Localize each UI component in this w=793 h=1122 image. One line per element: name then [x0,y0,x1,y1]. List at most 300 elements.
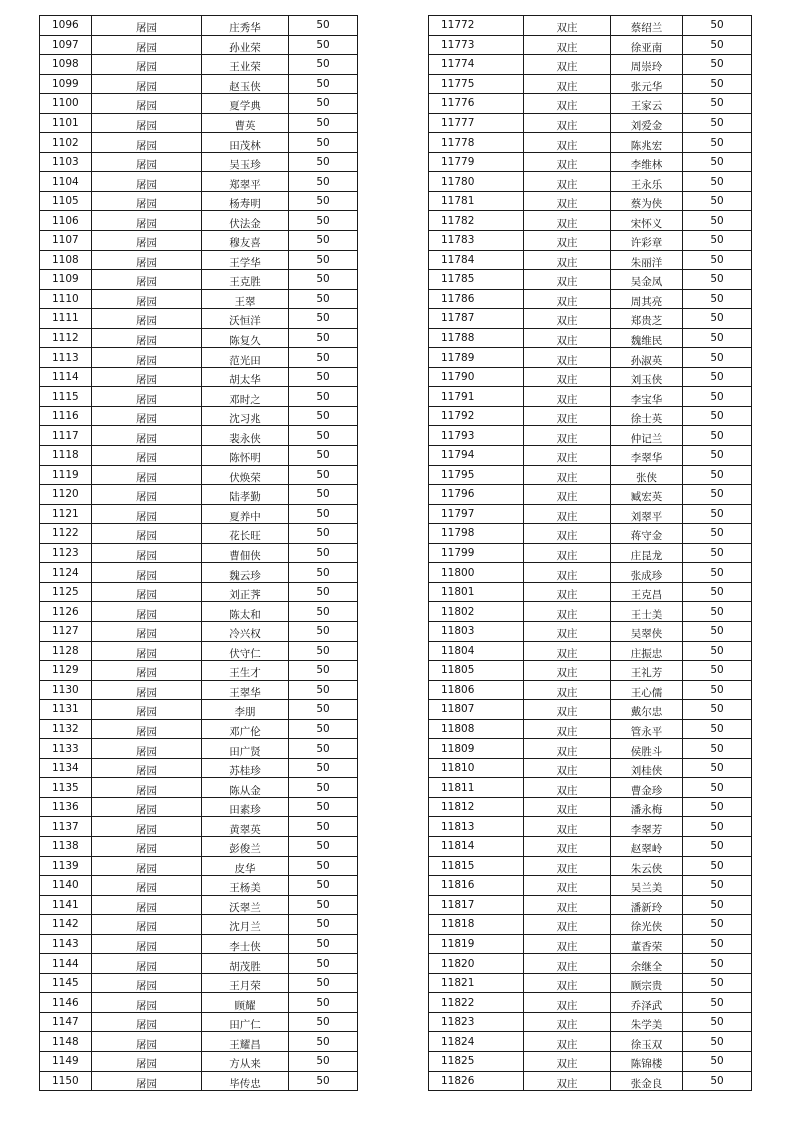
amount-cell: 50 [683,758,752,778]
name-text: 许彩章 [630,237,663,250]
village-text: 双庄 [556,315,578,328]
name-text: 王永乐 [630,178,663,191]
name-cell [202,387,289,407]
village-cell [92,289,202,309]
amount-cell: 50 [289,270,358,290]
name-text: 陈怀明 [229,452,261,465]
village-cell [524,797,611,817]
name-cell [202,915,289,935]
name-cell [611,895,683,915]
village-cell [92,524,202,544]
name-cell [611,387,683,407]
name-text: 蒋守金 [630,530,663,543]
row-id-cell: 11778 [429,133,524,153]
name-text: 沃恒洋 [229,315,261,328]
row-id-cell: 1129 [40,661,92,681]
row-id-cell: 11779 [429,152,524,172]
village-text: 屠园 [136,452,157,465]
table-row [429,680,752,700]
name-cell [611,934,683,954]
amount-cell: 50 [289,191,358,211]
village-cell [92,856,202,876]
village-text: 双庄 [556,510,578,523]
village-cell [524,133,611,153]
table-row [429,973,752,993]
row-id-cell: 1145 [40,973,92,993]
village-cell [524,211,611,231]
row-id-cell: 11822 [429,993,524,1013]
village-text: 双庄 [556,530,578,543]
amount-cell: 50 [289,680,358,700]
village-text: 双庄 [556,80,578,93]
village-cell [92,74,202,94]
table-row [429,406,752,426]
table-row [40,133,358,153]
village-cell [92,367,202,387]
name-cell [611,621,683,641]
name-text: 穆友喜 [229,237,261,250]
name-text: 徐亚南 [630,41,663,54]
table-row [429,113,752,133]
amount-cell: 50 [683,1051,752,1071]
village-text: 双庄 [556,882,578,895]
name-text: 管永平 [630,725,663,738]
name-text: 吴金凤 [630,276,663,289]
amount-cell: 50 [683,817,752,837]
table-row [40,1071,358,1091]
amount-cell: 50 [683,661,752,681]
amount-cell: 50 [683,328,752,348]
village-cell [524,758,611,778]
name-text: 张金良 [630,1077,663,1090]
table-row [429,797,752,817]
village-cell [524,485,611,505]
table-row [40,661,358,681]
name-cell [202,993,289,1013]
amount-cell: 50 [683,16,752,36]
row-id-cell: 11777 [429,113,524,133]
table-row [40,817,358,837]
row-id-cell: 1135 [40,778,92,798]
village-text: 双庄 [556,862,578,875]
name-cell [202,465,289,485]
village-cell [524,367,611,387]
amount-cell: 50 [683,35,752,55]
village-cell [524,465,611,485]
name-cell [202,719,289,739]
table-row [40,1012,358,1032]
name-cell [202,954,289,974]
name-cell [202,406,289,426]
table-row [40,406,358,426]
village-cell [524,35,611,55]
table-row [429,661,752,681]
row-id-cell: 1099 [40,74,92,94]
village-cell [92,719,202,739]
table-row [429,739,752,759]
village-text: 双庄 [556,940,578,953]
name-cell [202,895,289,915]
village-cell [92,485,202,505]
name-text: 王心儒 [630,686,663,699]
table-row [429,250,752,270]
village-cell [524,582,611,602]
name-text: 曹佃侠 [229,550,261,563]
row-id-cell: 11817 [429,895,524,915]
amount-cell: 50 [683,993,752,1013]
table-row [429,602,752,622]
table-row [40,289,358,309]
amount-cell: 50 [289,856,358,876]
table-row [40,446,358,466]
table-row [429,915,752,935]
row-id-cell: 1109 [40,270,92,290]
roster-table-left [39,15,358,1091]
row-id-cell: 11824 [429,1032,524,1052]
village-cell [524,778,611,798]
row-id-cell: 11815 [429,856,524,876]
name-cell [611,915,683,935]
row-id-cell: 11796 [429,485,524,505]
village-text: 屠园 [136,374,157,387]
table-row [429,1051,752,1071]
amount-cell: 50 [289,446,358,466]
table-row [40,641,358,661]
row-id-cell: 1107 [40,231,92,251]
table-row [429,778,752,798]
name-text: 曹英 [234,120,256,132]
name-text: 王业荣 [229,61,261,74]
name-text: 邓广伦 [229,725,261,738]
table-row [40,563,358,583]
table-row [40,152,358,172]
village-text: 屠园 [136,784,157,797]
name-cell [611,446,683,466]
village-cell [92,1032,202,1052]
name-text: 王翠华 [229,686,261,699]
name-text: 刘翠平 [630,510,663,523]
name-text: 杨寿明 [229,198,261,211]
row-id-cell: 11813 [429,817,524,837]
table-row [40,778,358,798]
name-text: 夏学典 [229,100,261,113]
table-row [429,700,752,720]
name-cell [611,661,683,681]
amount-cell: 50 [289,836,358,856]
name-cell [202,16,289,36]
table-row [40,211,358,231]
amount-cell: 50 [683,524,752,544]
village-cell [92,621,202,641]
village-cell [524,817,611,837]
row-id-cell: 11823 [429,1012,524,1032]
row-id-cell: 1112 [40,328,92,348]
village-text: 屠园 [136,960,157,973]
village-cell [92,504,202,524]
row-id-cell: 11825 [429,1051,524,1071]
name-cell [202,485,289,505]
name-text: 李士侠 [229,940,261,953]
name-text: 乔泽武 [630,999,663,1012]
amount-cell: 50 [683,270,752,290]
amount-cell: 50 [289,35,358,55]
name-cell [611,524,683,544]
village-cell [524,289,611,309]
table-row [429,582,752,602]
name-cell [611,856,683,876]
name-cell [611,211,683,231]
row-id-cell: 11791 [429,387,524,407]
amount-cell: 50 [289,758,358,778]
amount-cell: 50 [289,641,358,661]
name-cell [202,602,289,622]
village-text: 屠园 [136,608,157,621]
row-id-cell: 11775 [429,74,524,94]
row-id-cell: 11810 [429,758,524,778]
row-id-cell: 1137 [40,817,92,837]
village-cell [524,876,611,896]
name-text: 董香荣 [630,940,663,953]
name-text: 田广仁 [229,1019,261,1032]
row-id-cell: 11780 [429,172,524,192]
name-cell [611,836,683,856]
name-text: 庄秀华 [229,22,261,35]
village-cell [92,954,202,974]
row-id-cell: 11804 [429,641,524,661]
village-cell [524,309,611,329]
village-text: 屠园 [136,41,157,54]
amount-cell: 50 [683,191,752,211]
table-row [40,55,358,75]
name-text: 魏云珍 [229,569,261,582]
village-cell [524,1071,611,1091]
amount-cell: 50 [289,797,358,817]
village-cell [92,797,202,817]
table-row [40,524,358,544]
name-cell [611,16,683,36]
village-text: 屠园 [136,198,157,211]
village-cell [524,426,611,446]
village-text: 双庄 [556,178,578,191]
table-row [429,1071,752,1091]
name-cell [202,836,289,856]
table-row [429,485,752,505]
village-cell [524,406,611,426]
name-text: 伏守仁 [229,647,261,660]
village-text: 双庄 [556,745,578,758]
amount-cell: 50 [683,133,752,153]
amount-cell: 50 [289,954,358,974]
name-cell [611,543,683,563]
village-cell [524,680,611,700]
table-row [429,426,752,446]
village-text: 屠园 [136,100,157,113]
row-id-cell: 1117 [40,426,92,446]
table-row [429,309,752,329]
table-row [40,191,358,211]
village-cell [92,94,202,114]
village-cell [524,661,611,681]
row-id-cell: 1102 [40,133,92,153]
name-text: 朱云侠 [630,862,663,875]
name-cell [611,1032,683,1052]
name-cell [202,543,289,563]
row-id-cell: 1110 [40,289,92,309]
village-cell [92,817,202,837]
table-row [429,465,752,485]
amount-cell: 50 [289,74,358,94]
name-cell [202,211,289,231]
village-text: 屠园 [136,843,157,856]
row-id-cell: 1111 [40,309,92,329]
name-cell [611,1012,683,1032]
name-text: 潘永梅 [630,804,663,817]
amount-cell: 50 [289,485,358,505]
amount-cell: 50 [683,543,752,563]
village-text: 屠园 [136,256,157,269]
table-row [429,621,752,641]
amount-cell: 50 [289,817,358,837]
amount-cell: 50 [289,563,358,583]
village-cell [92,661,202,681]
row-id-cell: 11785 [429,270,524,290]
village-text: 屠园 [136,589,157,602]
village-text: 屠园 [136,61,157,74]
name-text: 王翠 [234,295,256,308]
village-cell [92,231,202,251]
name-cell [611,465,683,485]
village-text: 屠园 [136,354,157,367]
village-text: 屠园 [136,295,157,308]
name-text: 张元华 [630,80,663,93]
amount-cell: 50 [683,406,752,426]
village-cell [524,348,611,368]
village-text: 屠园 [136,530,157,543]
name-text: 刘玉侠 [630,374,663,387]
amount-cell: 50 [289,504,358,524]
name-cell [202,231,289,251]
name-text: 蔡为侠 [630,198,663,211]
row-id-cell: 11801 [429,582,524,602]
row-id-cell: 11773 [429,35,524,55]
name-text: 魏维民 [630,335,663,348]
amount-cell: 50 [683,231,752,251]
table-row [40,934,358,954]
village-text: 双庄 [556,725,578,738]
name-cell [611,328,683,348]
name-cell [202,113,289,133]
table-row [40,426,358,446]
name-cell [202,270,289,290]
amount-cell: 50 [289,719,358,739]
name-text: 李朋 [234,706,256,719]
row-id-cell: 1143 [40,934,92,954]
name-text: 余继全 [630,960,663,973]
row-id-cell: 1114 [40,367,92,387]
name-text: 郑贵芝 [630,315,663,328]
table-row [429,289,752,309]
name-cell [611,739,683,759]
village-text: 双庄 [556,999,578,1012]
amount-cell: 50 [683,895,752,915]
name-text: 徐士英 [630,413,663,426]
amount-cell: 50 [289,602,358,622]
village-text: 双庄 [556,61,578,74]
amount-cell: 50 [683,1071,752,1091]
name-text: 王耀昌 [229,1038,261,1051]
table-row [40,270,358,290]
village-cell [92,700,202,720]
village-text: 屠园 [136,569,157,582]
village-cell [524,113,611,133]
name-text: 陈太和 [229,608,261,621]
row-id-cell: 1124 [40,563,92,583]
name-text: 宋怀义 [630,217,663,230]
amount-cell: 50 [683,739,752,759]
name-text: 顾耀 [234,999,256,1012]
name-cell [202,524,289,544]
name-cell [202,250,289,270]
name-text: 沈月兰 [229,921,261,934]
table-row [429,504,752,524]
amount-cell: 50 [683,1012,752,1032]
village-text: 屠园 [136,1019,157,1032]
village-text: 屠园 [136,628,157,641]
row-id-cell: 11816 [429,876,524,896]
amount-cell: 50 [683,915,752,935]
name-cell [202,426,289,446]
name-cell [611,993,683,1013]
amount-cell: 50 [683,465,752,485]
amount-cell: 50 [683,309,752,329]
amount-cell: 50 [289,465,358,485]
village-text: 双庄 [556,980,578,993]
village-cell [92,426,202,446]
row-id-cell: 1125 [40,582,92,602]
name-text: 吴翠侠 [630,628,663,641]
table-row [40,895,358,915]
village-cell [92,309,202,329]
village-text: 双庄 [556,139,578,152]
name-text: 王杨美 [229,882,261,895]
village-text: 双庄 [556,217,578,230]
village-cell [524,446,611,466]
name-cell [611,94,683,114]
village-cell [524,152,611,172]
amount-cell: 50 [289,1012,358,1032]
village-cell [524,270,611,290]
table-row [429,934,752,954]
amount-cell: 50 [683,289,752,309]
row-id-cell: 1140 [40,876,92,896]
village-text: 屠园 [136,276,157,289]
village-cell [92,16,202,36]
table-row [429,895,752,915]
amount-cell: 50 [683,172,752,192]
village-text: 屠园 [136,686,157,699]
table-row [40,387,358,407]
row-id-cell: 11820 [429,954,524,974]
amount-cell: 50 [289,973,358,993]
row-id-cell: 11789 [429,348,524,368]
table-row [40,16,358,36]
row-id-cell: 1127 [40,621,92,641]
row-id-cell: 1146 [40,993,92,1013]
village-text: 双庄 [556,413,578,426]
amount-cell: 50 [289,1071,358,1091]
village-cell [92,895,202,915]
village-text: 屠园 [136,413,157,426]
